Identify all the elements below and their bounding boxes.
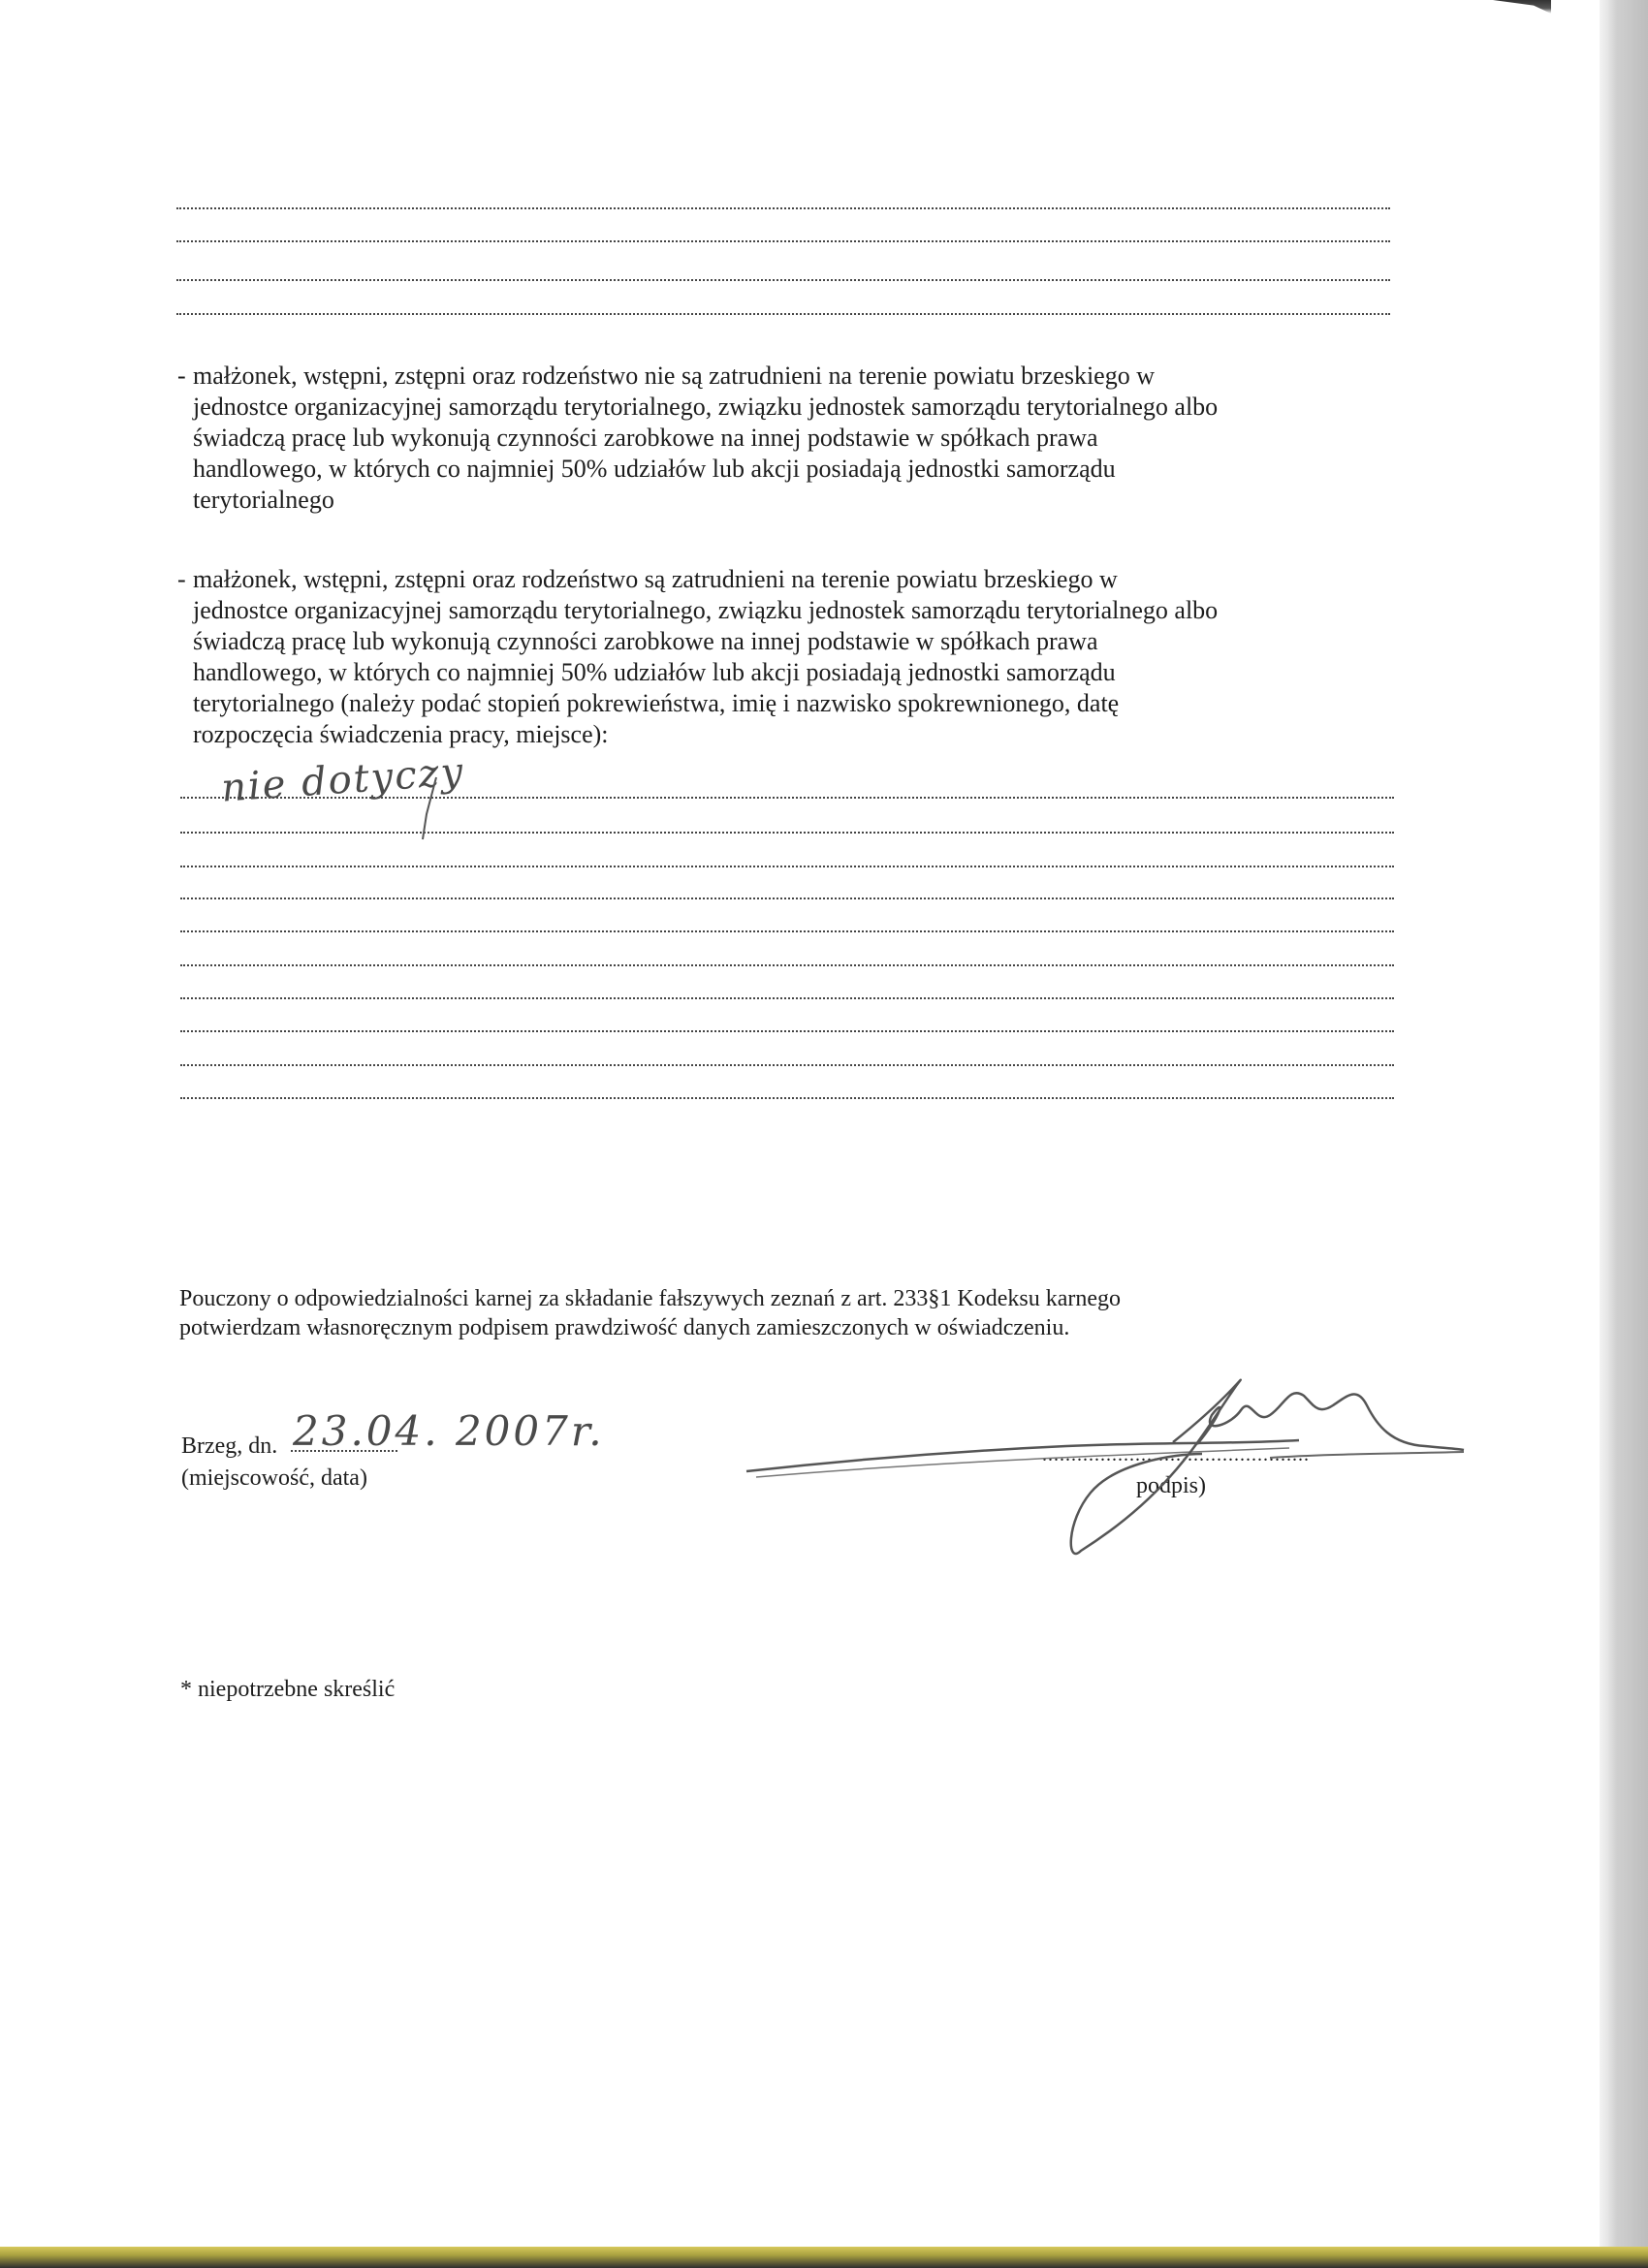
- signature-caption: podpis): [1136, 1473, 1206, 1498]
- handwritten-signature: [746, 1357, 1464, 1570]
- paragraph-line: handlowego, w których co najmniej 50% udziałów lub akcji posiadają jednostki samorządu: [193, 455, 1116, 483]
- paragraph-line: małżonek, wstępni, zstępni oraz rodzeństwo są zatrudnieni na terenie powiatu brzeskiego w: [193, 565, 1118, 593]
- declaration-line: potwierdzam własnoręcznym podpisem prawdziwość danych zamieszczonych w oświadczeniu.: [179, 1315, 1070, 1340]
- dotted-answer-line: [180, 898, 1394, 899]
- paragraph-line: terytorialnego: [193, 486, 334, 514]
- dotted-answer-line: [180, 1097, 1394, 1099]
- handwritten-answer: nie dotyczy: [219, 749, 466, 811]
- dotted-answer-line: [176, 313, 1390, 315]
- paragraph-line: jednostce organizacyjnej samorządu terytorialnego, związku jednostek samorządu terytorialnego albo: [193, 393, 1219, 421]
- handwritten-date: 23.04. 2007r.: [293, 1407, 605, 1455]
- dotted-answer-line: [180, 964, 1394, 966]
- scan-corner-shadow: [1493, 0, 1551, 14]
- dotted-answer-line: [176, 240, 1390, 242]
- signature-dots: ..............................................: [1042, 1444, 1310, 1465]
- paragraph-line: terytorialnego (należy podać stopień pokrewieństwa, imię i nazwisko spokrewnionego, datę: [193, 689, 1120, 717]
- paragraph-line: rozpoczęcia świadczenia pracy, miejsce):: [193, 720, 609, 748]
- paragraph-line: małżonek, wstępni, zstępni oraz rodzeństwo nie są zatrudnieni na terenie powiatu brzeskiego w: [193, 362, 1155, 390]
- scan-bottom-edge: [0, 2247, 1648, 2268]
- footnote: * niepotrzebne skreślić: [180, 1677, 396, 1702]
- paragraph-line: świadczą pracę lub wykonują czynności zarobkowe na innej podstawie w spółkach prawa: [193, 424, 1098, 452]
- handwritten-stroke: [407, 775, 446, 843]
- dotted-answer-line: [180, 832, 1394, 834]
- paragraph-line: świadczą pracę lub wykonują czynności zarobkowe na innej podstawie w spółkach prawa: [193, 627, 1098, 655]
- place-date-caption: (miejscowość, data): [181, 1465, 367, 1491]
- paragraph-dash: -: [177, 362, 186, 390]
- dotted-answer-line: [180, 930, 1394, 932]
- paragraph-dash: -: [177, 565, 186, 593]
- paragraph-line: jednostce organizacyjnej samorządu terytorialnego, związku jednostek samorządu terytorialnego albo: [193, 596, 1219, 624]
- declaration-line: Pouczony o odpowiedzialności karnej za składanie fałszywych zeznań z art. 233§1 Kodeksu karnego: [179, 1286, 1121, 1311]
- dotted-answer-line: [176, 207, 1390, 209]
- dotted-answer-line: [180, 1064, 1394, 1066]
- dotted-answer-line: [176, 279, 1390, 281]
- paragraph-employed: [193, 564, 1218, 750]
- dotted-answer-line: [180, 1030, 1394, 1032]
- dotted-answer-line: [180, 866, 1394, 867]
- paragraph-line: handlowego, w których co najmniej 50% udziałów lub akcji posiadają jednostki samorządu: [193, 658, 1116, 686]
- dotted-answer-line: [180, 997, 1394, 999]
- place-date-prefix: Brzeg, dn.: [181, 1433, 278, 1459]
- date-dotted-line: [291, 1450, 397, 1452]
- scan-right-edge: [1600, 0, 1648, 2268]
- paragraph-not-employed: [193, 361, 1218, 516]
